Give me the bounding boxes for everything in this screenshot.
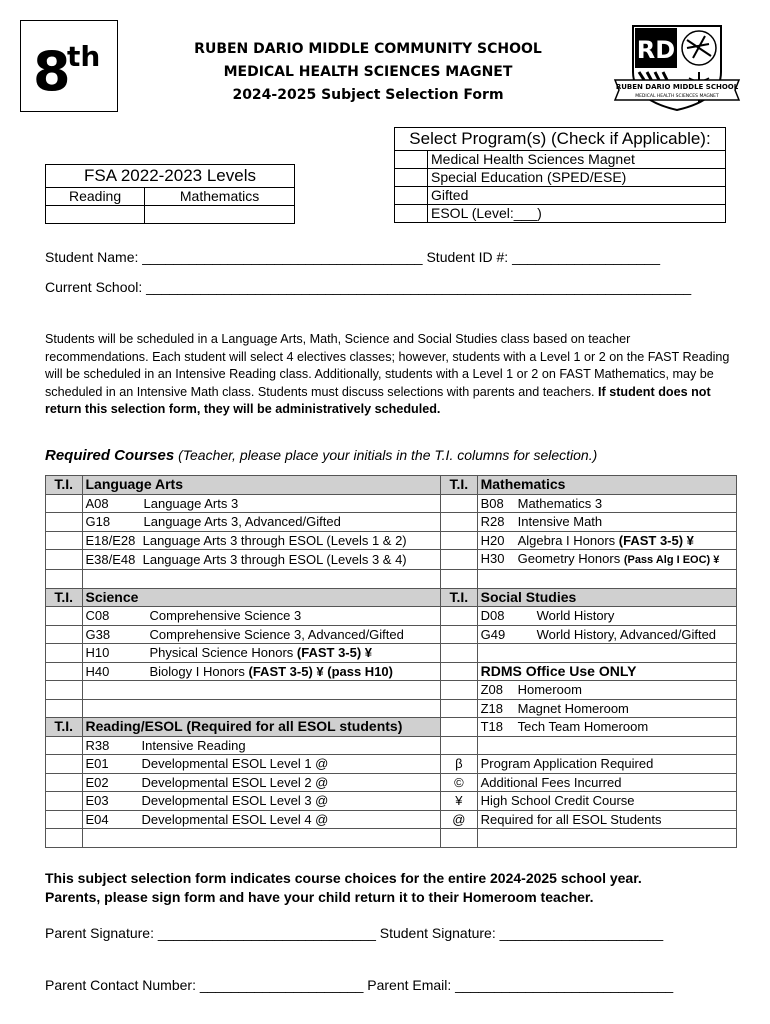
course-name: Algebra I Honors: [517, 532, 619, 548]
empty-cell: [82, 829, 441, 848]
ti-cell[interactable]: [46, 494, 83, 513]
fsa-math-value[interactable]: [145, 206, 295, 224]
current-school-line[interactable]: Current School: ______________________________________________________________________: [45, 279, 692, 295]
course-code: B08: [480, 495, 504, 511]
legend-symbol: β: [441, 755, 478, 774]
ti-cell: [441, 736, 478, 755]
course-note: (Pass Alg I EOC) ¥: [623, 554, 720, 566]
course-code: E38/E48: [85, 552, 136, 567]
ti-cell[interactable]: [441, 550, 478, 570]
ti-cell[interactable]: [46, 550, 83, 570]
ti-cell[interactable]: [46, 810, 83, 829]
program-item: Medical Health Sciences Magnet: [428, 151, 726, 169]
reading-course-row: [82, 736, 441, 755]
math-course-row: [477, 494, 736, 513]
ti-cell[interactable]: [46, 792, 83, 811]
fsa-levels-table: [45, 164, 295, 224]
legend-text: Program Application Required: [477, 755, 736, 774]
course-code: Z18: [480, 700, 504, 716]
grade-number: 8: [33, 40, 71, 103]
course-code: H30: [480, 551, 505, 566]
logo-banner: RUBEN DARIO MIDDLE SCHOOL: [615, 83, 739, 91]
ti-cell[interactable]: [46, 736, 83, 755]
ti-cell[interactable]: [46, 513, 83, 532]
course-note: (FAST 3-5) ¥: [296, 645, 373, 661]
program-checkbox-magnet[interactable]: [395, 151, 428, 169]
social-course-row: [477, 625, 736, 644]
empty-cell: [477, 736, 736, 755]
la-course-row: [82, 550, 441, 570]
reading-course-row: [82, 755, 441, 774]
program-selection-table: [394, 127, 726, 223]
ti-cell: [46, 570, 83, 589]
course-name: Comprehensive Science 3, Advanced/Gifted: [149, 626, 404, 642]
office-row: [477, 681, 736, 700]
ti-cell: [441, 570, 478, 589]
course-code: R28: [480, 514, 505, 530]
course-name: Biology I Honors: [149, 663, 249, 679]
course-name: Language Arts 3: [143, 495, 239, 511]
course-code: H10: [85, 645, 110, 661]
course-name: Mathematics 3: [517, 495, 603, 511]
empty-cell: [477, 829, 736, 848]
course-name: Physical Science Honors: [149, 645, 297, 661]
ti-cell[interactable]: [441, 513, 478, 532]
legend-text: Additional Fees Incurred: [477, 773, 736, 792]
closing-line-1: This subject selection form indicates course choices for the entire 2024-2025 school year.: [45, 870, 642, 886]
course-code: Z08: [480, 682, 504, 698]
math-course-row: [477, 531, 736, 550]
la-header: Language Arts: [82, 476, 441, 495]
grade-box: [20, 20, 118, 112]
course-name: World History, Advanced/Gifted: [536, 626, 717, 642]
course-name: Developmental ESOL Level 2 @: [141, 774, 329, 790]
course-name: Language Arts 3 through ESOL (Levels 1 & 2): [142, 532, 407, 548]
program-item: Gifted: [428, 187, 726, 205]
course-code: E01: [85, 756, 109, 772]
course-note: (FAST 3-5) ¥ (pass H10): [248, 663, 393, 679]
la-course-row: [82, 513, 441, 532]
form-name: 2024-2025 Subject Selection Form: [232, 87, 504, 103]
instructions-bold: If student does not return this selection form, they will be administratively scheduled.: [45, 384, 711, 417]
math-course-row: [477, 513, 736, 532]
legend-symbol: ¥: [441, 792, 478, 811]
school-logo: [613, 22, 741, 112]
reading-course-row: [82, 810, 441, 829]
course-code: C08: [85, 608, 110, 624]
contact-line[interactable]: Parent Contact Number: _____________________ Parent Email: ____________________________: [45, 977, 674, 993]
course-code: H20: [480, 532, 505, 548]
science-course-row: [82, 662, 441, 681]
course-code: A08: [85, 495, 109, 511]
ti-cell[interactable]: [46, 625, 83, 644]
ti-cell[interactable]: [46, 773, 83, 792]
ti-cell[interactable]: [46, 662, 83, 681]
ti-cell: [441, 699, 478, 718]
empty-cell: [82, 699, 441, 718]
required-courses-heading: [45, 447, 597, 464]
fsa-title: FSA 2022-2023 Levels: [46, 165, 295, 188]
course-code: T18: [480, 719, 504, 735]
course-code: E03: [85, 793, 109, 809]
course-name: Homeroom: [517, 682, 582, 698]
required-note: (Teacher, please place your initials in the T.I. columns for selection.): [174, 447, 598, 463]
program-checkbox-esol[interactable]: [395, 205, 428, 223]
course-name: Developmental ESOL Level 3 @: [141, 793, 329, 809]
course-code: E04: [85, 811, 109, 827]
course-table: [45, 475, 737, 848]
school-name: RUBEN DARIO MIDDLE COMMUNITY SCHOOL: [194, 41, 542, 57]
course-name: Comprehensive Science 3: [149, 608, 302, 624]
course-name: Developmental ESOL Level 4 @: [141, 811, 329, 827]
fsa-reading-value[interactable]: [46, 206, 145, 224]
course-name: Intensive Reading: [141, 737, 246, 753]
ti-cell[interactable]: [441, 607, 478, 626]
ti-cell: [441, 718, 478, 737]
course-name: Language Arts 3 through ESOL (Levels 3 & 4): [142, 552, 407, 567]
legend-symbol: ©: [441, 773, 478, 792]
ti-cell[interactable]: [46, 531, 83, 550]
instructions-text: Students will be scheduled in a Language Arts, Math, Science and Social Studies class based on teacher recommendations. Each student will select 4 electives classes; however, students with a Level 1 or 2 on the FAST Reading will be scheduled in an Intensive Reading class. Additionally, students with a Level 1 or 2 on FAST Mathematics, may be scheduled in an Intensive Math class. Students must discuss selections with parents and teachers.: [45, 332, 730, 399]
course-name: World History: [536, 608, 615, 624]
ti-header: T.I.: [441, 588, 478, 607]
legend-text: High School Credit Course: [477, 792, 736, 811]
instructions-paragraph: [45, 331, 735, 419]
ti-cell[interactable]: [46, 644, 83, 663]
fsa-reading-label: Reading: [46, 188, 145, 206]
office-header: RDMS Office Use ONLY: [477, 662, 736, 681]
course-code: E02: [85, 774, 109, 790]
course-note: (FAST 3-5) ¥: [618, 532, 694, 548]
math-course-row: [477, 550, 736, 570]
course-name: Language Arts 3, Advanced/Gifted: [143, 514, 341, 530]
social-course-row: [477, 607, 736, 626]
reading-course-row: [82, 792, 441, 811]
course-code: R38: [85, 737, 110, 753]
empty-cell: [82, 681, 441, 700]
la-course-row: [82, 531, 441, 550]
ti-cell: [46, 699, 83, 718]
course-code: G49: [480, 626, 506, 642]
ti-cell: [441, 644, 478, 663]
closing-statement: [45, 869, 745, 907]
logo-initials: RD: [636, 36, 676, 64]
ti-cell: [441, 829, 478, 848]
form-title: [168, 38, 568, 107]
program-item: Special Education (SPED/ESE): [428, 169, 726, 187]
math-header: Mathematics: [477, 476, 736, 495]
reading-course-row: [82, 773, 441, 792]
course-name: Developmental ESOL Level 1 @: [141, 756, 329, 772]
science-course-row: [82, 625, 441, 644]
ti-cell: [441, 681, 478, 700]
course-name: Geometry Honors: [517, 551, 624, 566]
ti-cell[interactable]: [441, 531, 478, 550]
ti-cell[interactable]: [441, 625, 478, 644]
program-checkbox-gifted[interactable]: [395, 187, 428, 205]
ti-cell: [441, 662, 478, 681]
la-course-row: [82, 494, 441, 513]
science-course-row: [82, 607, 441, 626]
student-name-id-line[interactable]: Student Name: ____________________________________ Student ID #: ___________________: [45, 249, 661, 265]
program-checkbox-sped[interactable]: [395, 169, 428, 187]
ti-header: T.I.: [46, 476, 83, 495]
course-code: G38: [85, 626, 111, 642]
ti-cell[interactable]: [441, 494, 478, 513]
course-code: D08: [480, 608, 505, 624]
empty-cell: [477, 644, 736, 663]
course-code: E18/E28: [85, 532, 136, 548]
fsa-math-label: Mathematics: [145, 188, 295, 206]
course-name: Intensive Math: [517, 514, 603, 530]
course-code: G18: [85, 514, 111, 530]
course-name: Tech Team Homeroom: [517, 719, 649, 735]
course-name: Magnet Homeroom: [517, 700, 629, 716]
grade-suffix: th: [67, 40, 101, 73]
social-header: Social Studies: [477, 588, 736, 607]
office-row: [477, 699, 736, 718]
legend-text: Required for all ESOL Students: [477, 810, 736, 829]
legend-symbol: @: [441, 810, 478, 829]
empty-cell: [82, 570, 441, 589]
empty-cell: [477, 570, 736, 589]
office-row: [477, 718, 736, 737]
ti-header: T.I.: [46, 718, 83, 737]
program-item: ESOL (Level:___): [428, 205, 726, 223]
science-course-row: [82, 644, 441, 663]
ti-cell: [46, 681, 83, 700]
magnet-name: MEDICAL HEALTH SCIENCES MAGNET: [223, 64, 513, 80]
reading-header: Reading/ESOL (Required for all ESOL students): [82, 718, 441, 737]
logo-subtext: MEDICAL HEALTH SCIENCES MAGNET: [635, 94, 719, 99]
program-table-title: Select Program(s) (Check if Applicable):: [395, 128, 726, 151]
required-label: Required Courses: [45, 447, 175, 464]
closing-line-2: Parents, please sign form and have your child return it to their Homeroom teacher.: [45, 889, 594, 905]
science-header: Science: [82, 588, 441, 607]
course-code: H40: [85, 663, 110, 679]
ti-cell: [46, 829, 83, 848]
ti-cell[interactable]: [46, 755, 83, 774]
ti-header: T.I.: [46, 588, 83, 607]
ti-cell[interactable]: [46, 607, 83, 626]
signature-line[interactable]: Parent Signature: ____________________________ Student Signature: _____________________: [45, 925, 664, 941]
ti-header: T.I.: [441, 476, 478, 495]
